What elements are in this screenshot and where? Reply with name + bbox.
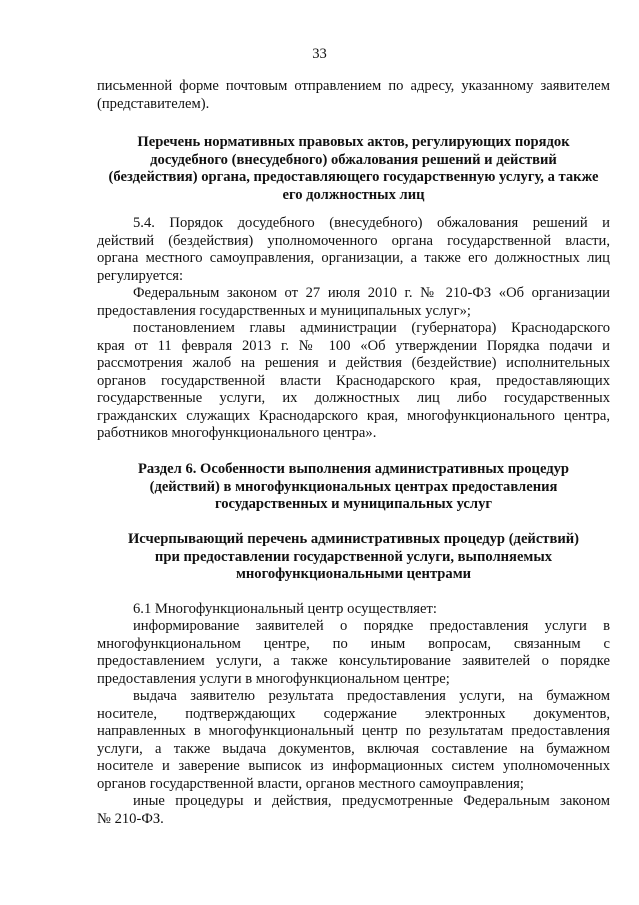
heading-line: досудебного (внесудебного) обжалования решений и действий <box>150 151 557 168</box>
text-line: многофункциональном центре, по иным вопросам, связанным с <box>97 635 610 652</box>
text-line: рассмотрения жалоб на решения и действия (бездействие) исполнительных <box>97 355 610 371</box>
text-line: иные процедуры и действия, предусмотренные Федеральным законом <box>133 793 610 809</box>
text-line: государственные услуги, их должностных лиц либо государственных <box>97 390 610 406</box>
text-line: постановлением главы администрации (губернатора) Краснодарского <box>133 320 610 336</box>
section-heading-legal-acts <box>97 134 610 204</box>
heading-line: его должностных лиц <box>282 186 425 203</box>
heading-line: многофункциональными центрами <box>235 566 472 582</box>
federal-law-item <box>97 285 610 320</box>
text-line: предоставления государственных и муниципальных услуг»; <box>97 302 471 319</box>
intro-paragraph <box>97 78 610 113</box>
other-procedures-item <box>97 793 610 828</box>
paragraph-6-1 <box>97 601 610 619</box>
text-line: действий (бездействия) уполномоченного органа государственной власти, <box>97 232 610 249</box>
heading-line: государственных и муниципальных услуг <box>214 496 493 512</box>
text-line: предоставления услуги в многофункциональном центре; <box>97 670 450 687</box>
text-line: направленных в многофункциональный центр по результатам предоставления <box>97 723 610 739</box>
text-line: органов государственной власти, органов местного самоуправления; <box>97 775 524 792</box>
heading-line: (действий) в многофункциональных центрах предоставления <box>149 478 558 495</box>
text-line: органов государственной власти Краснодарского края, предоставляющих <box>97 372 610 389</box>
page-number: 33 <box>312 46 327 62</box>
text-line: предоставлением услуги, а также консультирование заявителей о порядке <box>97 653 610 669</box>
inform-item <box>97 618 610 688</box>
procedures-heading <box>97 531 610 584</box>
issue-item <box>97 688 610 793</box>
text-line: 5.4. Порядок досудебного (внесудебного) обжалования решений и <box>133 215 610 231</box>
text-line: Федеральным законом от 27 июля 2010 г. № 210-ФЗ «Об организации <box>133 285 610 301</box>
text-line: органа местного самоуправления, организации, а также его должностных лиц <box>97 250 610 266</box>
text-line: носителе, подтверждающих содержание электронных документов, <box>97 705 610 722</box>
text-line: информирование заявителей о порядке предоставления услуги в <box>133 618 610 634</box>
decree-item <box>97 320 610 443</box>
text-line: носителе и заверение выписок из информационных систем уполномоченных <box>97 758 610 774</box>
heading-line: (бездействия) органа, предоставляющего государственную услугу, а также <box>108 169 599 185</box>
heading-line: Исчерпывающий перечень административных процедур (действий) <box>127 531 580 547</box>
text-line: письменной форме почтовым отправлением по адресу, указанному заявителем <box>97 78 610 94</box>
text-line: 6.1 Многофункциональный центр осуществляет: <box>133 601 437 617</box>
text-line: работников многофункционального центра». <box>97 425 377 441</box>
heading-line: Перечень нормативных правовых актов, регулирующих порядок <box>137 134 570 150</box>
text-line: регулируется: <box>97 267 183 284</box>
text-line: гражданских служащих Краснодарского края, многофункционального центра, <box>97 407 610 424</box>
text-line: № 210-ФЗ. <box>97 810 164 827</box>
text-line: услуги, а также выдача документов, включая составление на бумажном <box>97 740 610 757</box>
text-line: выдача заявителю результата предоставления услуги, на бумажном <box>133 688 610 704</box>
text-line: края от 11 февраля 2013 г. № 100 «Об утверждении Порядка подачи и <box>97 337 610 354</box>
heading-line: при предоставлении государственной услуги, выполняемых <box>154 548 553 565</box>
text-line: (представителем). <box>97 95 210 112</box>
paragraph-5-4 <box>97 215 610 285</box>
section-6-heading <box>97 461 610 514</box>
heading-line: Раздел 6. Особенности выполнения административных процедур <box>137 461 570 477</box>
